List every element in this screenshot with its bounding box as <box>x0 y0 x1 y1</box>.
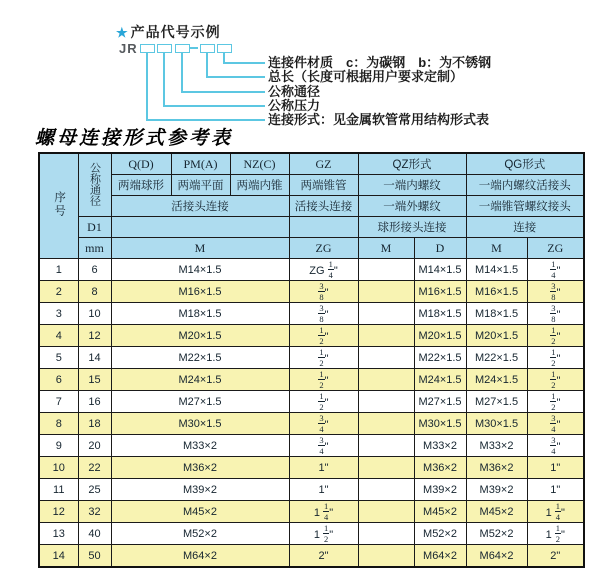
cell-qg-zg: 2" <box>527 545 584 568</box>
table-row <box>39 523 584 545</box>
header-gz-connection: 活接头连接 <box>289 196 358 217</box>
code-dash <box>190 47 198 49</box>
code-box-4 <box>200 44 215 53</box>
cell-qz-m <box>358 457 414 479</box>
cell-qz-m <box>358 435 414 457</box>
table-row <box>39 369 584 391</box>
cell-seq: 6 <box>39 369 78 391</box>
cell-qz-d: M33×2 <box>414 435 466 457</box>
cell-dn: 25 <box>78 479 111 501</box>
cell-qg-m: M27×1.5 <box>466 391 527 413</box>
cell-qg-m: M64×2 <box>466 545 527 568</box>
header-qz-d: D <box>414 238 466 259</box>
cell-qz-d: M45×2 <box>414 501 466 523</box>
table-title: 螺母连接形式参考表 <box>35 127 234 149</box>
cell-qg-m: M22×1.5 <box>466 347 527 369</box>
cell-qg-zg: $\frac{1}{2}$ " <box>527 369 584 391</box>
diagram-heading <box>116 22 221 42</box>
table-row <box>39 347 584 369</box>
cell-qz-d: M20×1.5 <box>414 325 466 347</box>
cell-qz-d: M39×2 <box>414 479 466 501</box>
cell-m: M39×2 <box>111 479 289 501</box>
cell-zg: 1 $\frac{1}{2}$ " <box>289 523 358 545</box>
cell-qg-zg: $\frac{3}{8}$ " <box>527 281 584 303</box>
cell-zg: ZG $\frac{1}{4}$ " <box>289 259 358 281</box>
cell-qz-d: M16×1.5 <box>414 281 466 303</box>
leader-line <box>146 119 265 121</box>
table-row <box>39 259 584 281</box>
header-blank-gz <box>289 217 358 238</box>
table-row <box>39 325 584 347</box>
cell-qz-d: M18×1.5 <box>414 303 466 325</box>
cell-dn: 22 <box>78 457 111 479</box>
cell-qz-m <box>358 391 414 413</box>
nut-connection-table <box>38 152 585 568</box>
cell-qz-m <box>358 413 414 435</box>
leader-line <box>146 52 148 121</box>
cell-zg: $\frac{3}{4}$ " <box>289 435 358 457</box>
cell-seq: 12 <box>39 501 78 523</box>
cell-qg-zg: 1" <box>527 457 584 479</box>
cell-qz-d: M36×2 <box>414 457 466 479</box>
cell-m: M18×1.5 <box>111 303 289 325</box>
header-q-desc: 两端球形 <box>111 175 171 196</box>
header-qz: QZ形式 <box>358 153 466 175</box>
cell-dn: 18 <box>78 413 111 435</box>
header-qg-m: M <box>466 238 527 259</box>
cell-m: M22×1.5 <box>111 347 289 369</box>
header-mm: mm <box>78 238 111 259</box>
cell-seq: 3 <box>39 303 78 325</box>
header-zg-main: ZG <box>289 238 358 259</box>
leader-line <box>163 52 165 106</box>
cell-zg: 1" <box>289 479 358 501</box>
cell-zg: $\frac{1}{2}$ " <box>289 391 358 413</box>
leader-line <box>181 52 183 92</box>
cell-zg: 2" <box>289 545 358 568</box>
cell-qz-m <box>358 303 414 325</box>
cell-qg-m: M52×2 <box>466 523 527 545</box>
cell-qg-zg: 1 $\frac{1}{2}$ " <box>527 523 584 545</box>
cell-seq: 11 <box>39 479 78 501</box>
cell-m: M24×1.5 <box>111 369 289 391</box>
cell-qg-zg: $\frac{3}{8}$ " <box>527 303 584 325</box>
header-qg-row2: 一端内螺纹活接头 <box>466 175 584 196</box>
header-nz: NZ(C) <box>230 153 289 175</box>
cell-qz-d: M22×1.5 <box>414 347 466 369</box>
cell-m: M52×2 <box>111 523 289 545</box>
table-row <box>39 545 584 568</box>
cell-qg-zg: 1" <box>527 479 584 501</box>
header-nz-desc: 两端内锥 <box>230 175 289 196</box>
header-qz-row3: 一端外螺纹 <box>358 196 466 217</box>
diagram-label-nominal-pressure: 公称压力 <box>268 98 321 113</box>
star-icon: ★ <box>116 25 129 40</box>
header-qz-row2: 一端内螺纹 <box>358 175 466 196</box>
header-pm-desc: 两端平面 <box>171 175 230 196</box>
cell-zg: $\frac{3}{8}$ " <box>289 281 358 303</box>
cell-zg: $\frac{1}{2}$ " <box>289 325 358 347</box>
cell-qz-m <box>358 347 414 369</box>
leader-line <box>181 91 265 93</box>
code-box-5 <box>217 44 232 53</box>
table-row <box>39 435 584 457</box>
cell-m: M36×2 <box>111 457 289 479</box>
cell-dn: 15 <box>78 369 111 391</box>
cell-qg-zg: 1 $\frac{1}{4}$ " <box>527 501 584 523</box>
table-row <box>39 479 584 501</box>
cell-qz-d: M27×1.5 <box>414 391 466 413</box>
header-pm: PM(A) <box>171 153 230 175</box>
cell-seq: 14 <box>39 545 78 568</box>
header-nominal-diameter: 公称通径 <box>78 153 111 217</box>
cell-seq: 13 <box>39 523 78 545</box>
cell-seq: 2 <box>39 281 78 303</box>
cell-qz-m <box>358 281 414 303</box>
cell-zg: $\frac{3}{4}$ " <box>289 413 358 435</box>
cell-dn: 12 <box>78 325 111 347</box>
cell-m: M64×2 <box>111 545 289 568</box>
product-code-diagram <box>0 0 600 130</box>
cell-m: M45×2 <box>111 501 289 523</box>
cell-seq: 8 <box>39 413 78 435</box>
header-qg-zg: ZG <box>527 238 584 259</box>
cell-qg-m: M16×1.5 <box>466 281 527 303</box>
header-qz-m: M <box>358 238 414 259</box>
cell-qz-m <box>358 369 414 391</box>
cell-seq: 7 <box>39 391 78 413</box>
cell-qg-zg: $\frac{1}{2}$ " <box>527 325 584 347</box>
table-body <box>39 259 584 568</box>
cell-qz-d: M14×1.5 <box>414 259 466 281</box>
cell-qg-m: M14×1.5 <box>466 259 527 281</box>
cell-qg-m: M39×2 <box>466 479 527 501</box>
cell-dn: 20 <box>78 435 111 457</box>
cell-seq: 5 <box>39 347 78 369</box>
leader-line <box>206 52 208 77</box>
header-m-main: M <box>111 238 289 259</box>
cell-seq: 9 <box>39 435 78 457</box>
code-box-3 <box>175 44 190 53</box>
cell-dn: 8 <box>78 281 111 303</box>
cell-qz-m <box>358 545 414 568</box>
table-row <box>39 391 584 413</box>
cell-zg: 1 $\frac{1}{4}$ " <box>289 501 358 523</box>
cell-qz-d: M30×1.5 <box>414 413 466 435</box>
diagram-label-connection-form: 连接形式：见金属软管常用结构形式表 <box>268 112 490 127</box>
table-header <box>39 153 584 259</box>
cell-qg-m: M45×2 <box>466 501 527 523</box>
cell-qg-m: M36×2 <box>466 457 527 479</box>
cell-seq: 10 <box>39 457 78 479</box>
header-seq: 序号 <box>39 153 78 259</box>
cell-dn: 10 <box>78 303 111 325</box>
leader-line <box>206 76 265 78</box>
cell-qg-zg: $\frac{3}{4}$ " <box>527 413 584 435</box>
cell-zg: 1" <box>289 457 358 479</box>
cell-zg: $\frac{3}{8}$ " <box>289 303 358 325</box>
code-box-1 <box>140 44 155 53</box>
cell-m: M20×1.5 <box>111 325 289 347</box>
cell-m: M27×1.5 <box>111 391 289 413</box>
cell-zg: $\frac{1}{2}$ " <box>289 347 358 369</box>
cell-m: M16×1.5 <box>111 281 289 303</box>
header-qz-row4: 球形接头连接 <box>358 217 466 238</box>
cell-seq: 1 <box>39 259 78 281</box>
cell-seq: 4 <box>39 325 78 347</box>
cell-m: M30×1.5 <box>111 413 289 435</box>
diagram-heading-text: 产品代号示例 <box>130 24 221 40</box>
cell-qg-m: M33×2 <box>466 435 527 457</box>
cell-qz-m <box>358 479 414 501</box>
table-row <box>39 303 584 325</box>
cell-qg-zg: $\frac{1}{4}$ " <box>527 259 584 281</box>
header-union-connection: 活接头连接 <box>111 196 289 217</box>
cell-qz-m <box>358 259 414 281</box>
cell-qg-zg: $\frac{1}{2}$ " <box>527 391 584 413</box>
header-blank-m <box>111 217 289 238</box>
cell-zg: $\frac{1}{2}$ " <box>289 369 358 391</box>
cell-qz-m <box>358 501 414 523</box>
cell-qg-m: M18×1.5 <box>466 303 527 325</box>
cell-dn: 6 <box>78 259 111 281</box>
cell-qz-d: M52×2 <box>414 523 466 545</box>
cell-dn: 32 <box>78 501 111 523</box>
diagram-label-nominal-diameter: 公称通径 <box>268 84 321 99</box>
header-gz-desc: 两端锥管 <box>289 175 358 196</box>
cell-qz-d: M64×2 <box>414 545 466 568</box>
cell-dn: 16 <box>78 391 111 413</box>
cell-m: M33×2 <box>111 435 289 457</box>
table-row <box>39 501 584 523</box>
cell-qg-m: M30×1.5 <box>466 413 527 435</box>
cell-qg-m: M20×1.5 <box>466 325 527 347</box>
cell-qz-m <box>358 523 414 545</box>
header-qg-row3: 一端锥管螺纹接头 <box>466 196 584 217</box>
cell-dn: 50 <box>78 545 111 568</box>
product-code-prefix: JR <box>119 41 138 56</box>
cell-dn: 40 <box>78 523 111 545</box>
table-row <box>39 457 584 479</box>
header-q: Q(D) <box>111 153 171 175</box>
cell-qz-d: M24×1.5 <box>414 369 466 391</box>
header-gz: GZ <box>289 153 358 175</box>
cell-qg-zg: $\frac{3}{4}$ " <box>527 435 584 457</box>
code-box-2 <box>157 44 172 53</box>
header-qg-row4: 连接 <box>466 217 584 238</box>
diagram-label-total-length: 总长（长度可根据用户要求定制） <box>268 69 464 84</box>
cell-qz-m <box>358 325 414 347</box>
cell-dn: 14 <box>78 347 111 369</box>
header-qg: QG形式 <box>466 153 584 175</box>
table-row <box>39 281 584 303</box>
diagram-label-material: 连接件材质 c：为碳钢 b：为不锈钢 <box>268 55 492 70</box>
header-d1: D1 <box>78 217 111 238</box>
table-row <box>39 413 584 435</box>
leader-line <box>223 62 265 64</box>
cell-qg-zg: $\frac{1}{2}$ " <box>527 347 584 369</box>
cell-m: M14×1.5 <box>111 259 289 281</box>
leader-line <box>163 105 265 107</box>
cell-qg-m: M24×1.5 <box>466 369 527 391</box>
